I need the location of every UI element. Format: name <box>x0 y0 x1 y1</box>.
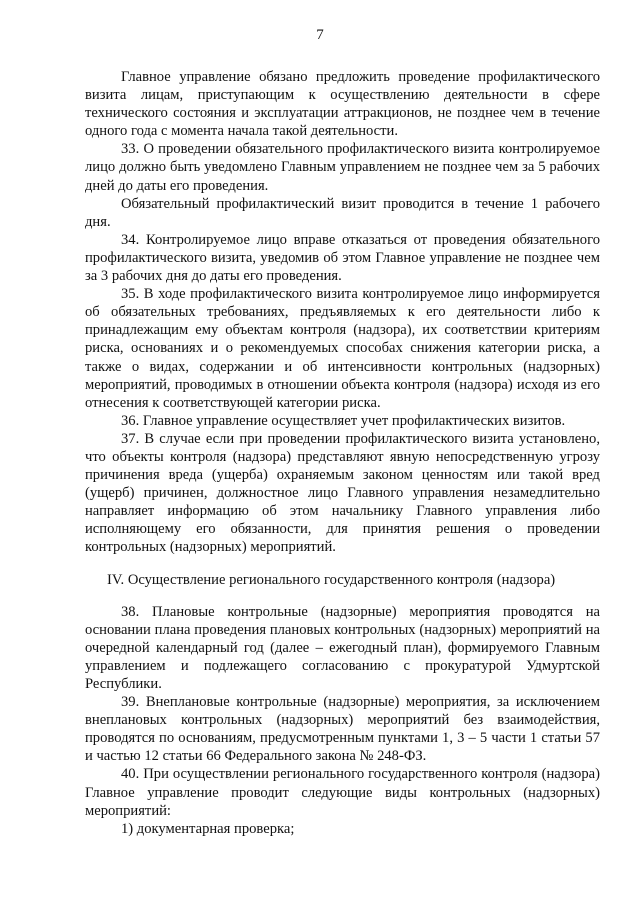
paragraph-34: 34. Контролируемое лицо вправе отказаться от проведения обязательного профилактического визита, уведомив об этом Главное управление не позднее чем за 3 рабочих дня до даты его проведения. <box>85 231 600 285</box>
list-item-documentary-check: 1) документарная проверка; <box>121 820 295 837</box>
paragraph-33: 33. О проведении обязательного профилактического визита контролируемое лицо должно быть уведомлено Главным управлением не позднее чем за 5 рабочих дней до даты его проведения. <box>85 141 600 194</box>
paragraph-40: 40. При осуществлении регионального государственного контроля (надзора) Главное управление проводит следующие виды контрольных (надзорных) мероприятий: <box>85 766 600 819</box>
section-heading: IV. Осуществление регионального государственного контроля (надзора) <box>107 571 556 588</box>
paragraph-obligation: Главное управление обязано предложить проведение профилактического визита лицам, приступающим к осуществлению деятельности в сфере технического состояния и эксплуатации аттракционов, не позднее чем в течение одного года с момента начала такой деятельности. <box>85 69 600 140</box>
paragraph-39: 39. Внеплановые контрольные (надзорные) мероприятия, за исключением внеплановых контрольных (надзорных) мероприятий без взаимодействия, проводятся по основаниям, предусмотренным пунктами 1, 3 – 5 части 1 статьи 57 и частью 12 статьи 66 Федерального закона № 248-ФЗ. <box>85 694 600 765</box>
paragraph-33-duration: Обязательный профилактический визит проводится в течение 1 рабочего дня. <box>85 195 600 230</box>
paragraph-36: 36. Главное управление осуществляет учет профилактических визитов. <box>121 412 566 429</box>
paragraph-37: 37. В случае если при проведении профилактического визита установлено, что объекты контроля (надзора) представляют явную непосредственную угрозу причинения вреда (ущерба) охраняемым законом ценностям или такой вред (ущерб) причинен, должностное лицо Главного управления незамедлительно направляет информацию об этом начальнику Главного управления либо исполняющему его обязанности, для принятия решения о проведении контрольных (надзорных) мероприятий. <box>85 430 600 556</box>
paragraph-38: 38. Плановые контрольные (надзорные) мероприятия проводятся на основании плана проведения плановых контрольных (надзорных) мероприятий на очередной календарный год (далее – ежегодный план), формируемого Главным управлением и подлежащего согласованию с прокуратурой Удмуртской Республики. <box>85 603 600 692</box>
page-number: 7 <box>316 27 324 43</box>
document-body <box>85 68 600 838</box>
paragraph-35: 35. В ходе профилактического визита контролируемое лицо информируется об обязательных требованиях, предъявляемых к его деятельности либо к принадлежащим ему объектам контроля (надзора), их соответствии критериям риска, основаниях и о рекомендуемых способах снижения категории риска, а также о видах, содержании и об интенсивности контрольных (надзорных) мероприятий, проводимых в отношении объекта контроля (надзора) исходя из его отнесения к соответствующей категории риска. <box>85 286 600 411</box>
